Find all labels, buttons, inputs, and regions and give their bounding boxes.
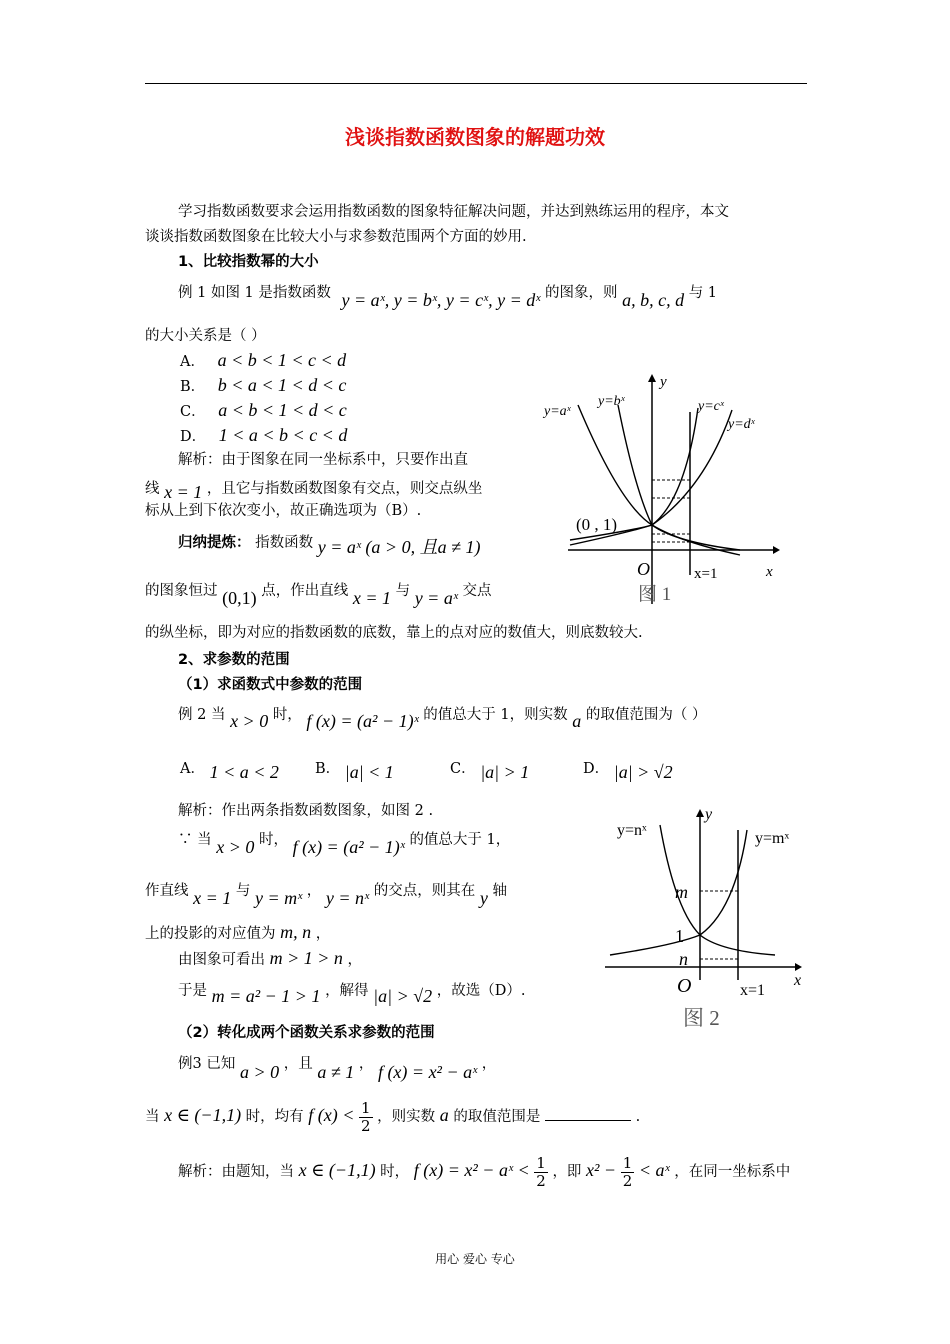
text: 的图象恒过: [145, 583, 218, 599]
ex1-suffix: 与 1: [688, 285, 718, 301]
text: 例3 已知: [178, 1056, 236, 1072]
math: x ∈ (−1,1): [164, 1105, 242, 1125]
summary-line-3: 的纵坐标，即为对应的指数函数的底数，靠上的点对应的数值大，则底数较大.: [145, 625, 643, 641]
summary-line-2: [145, 578, 492, 608]
fraction-denominator: 2: [361, 1116, 371, 1135]
ex1-mid: 的图象，则: [544, 285, 618, 301]
label-x-equals-1: x=1: [694, 566, 718, 582]
fraction-one-half: [359, 1100, 373, 1134]
text: ，解得: [325, 983, 369, 999]
math: (0,1): [222, 588, 257, 608]
math: y = aˣ: [414, 588, 458, 608]
ex1-functions: y = aˣ, y = bˣ, y = cˣ, y = dˣ: [341, 290, 541, 310]
ex1-analysis-1: 解析：由于图象在同一坐标系中，只要作出直: [178, 452, 468, 468]
ex1-option-d: [180, 424, 347, 447]
section1-heading: 1、比较指数幂的大小: [178, 254, 319, 270]
header-rule: [145, 83, 807, 84]
label-y-d-x: y=dˣ: [728, 417, 755, 432]
math: m, n: [280, 922, 312, 942]
option-label: D．: [180, 429, 207, 445]
math: < aˣ: [638, 1160, 670, 1180]
option-label: C．: [450, 761, 476, 777]
math: y = mˣ: [254, 888, 303, 908]
text: 与: [395, 583, 411, 599]
figure-2-caption: 图 2: [683, 1006, 720, 1030]
text: 指数函数: [255, 535, 314, 551]
label-y-b-x: y=bˣ: [598, 394, 625, 409]
x-axis-arrow: [795, 963, 802, 971]
text: ，即: [552, 1164, 582, 1180]
ex2-analysis-2: [178, 827, 511, 857]
label-x: x: [766, 564, 773, 580]
text: 的取值范围是: [453, 1109, 541, 1125]
math: f (x) = (a² − 1)ˣ: [306, 711, 419, 731]
text: 例 2 当: [178, 707, 226, 723]
label-y-c-x: y=cˣ: [698, 399, 724, 414]
ex2-option-b: [315, 756, 394, 782]
math: x = 1: [164, 482, 203, 502]
label-y: y: [705, 806, 713, 823]
math: |a| > √2: [373, 986, 433, 1006]
fraction-one-half: [534, 1155, 548, 1189]
fraction-numerator: 1: [622, 1154, 633, 1172]
math: x = 1: [352, 588, 391, 608]
option-label: C．: [180, 404, 206, 420]
ex1-option-a: [180, 349, 346, 372]
text: ，: [347, 952, 363, 968]
figure-1-caption: 图 1: [638, 584, 672, 605]
math: m = a² − 1 > 1: [211, 986, 321, 1006]
text: ，故选（D）.: [436, 983, 526, 999]
label-origin: O: [637, 559, 650, 579]
example3-line-1: [178, 1051, 497, 1082]
text: 时，: [258, 832, 288, 848]
math: x ∈ (−1,1): [298, 1160, 376, 1180]
text: 交点: [462, 583, 492, 599]
section2-sub1: （1）求函数式中参数的范围: [178, 677, 363, 693]
ex2-analysis-6: [178, 978, 526, 1006]
ex1-analysis-2: [145, 476, 483, 502]
math: a ≠ 1: [317, 1062, 355, 1082]
math: x² −: [586, 1160, 617, 1180]
summary-line-1: [178, 530, 481, 557]
option-value: 1 < a < 2: [209, 762, 279, 782]
math: m > 1 > n: [269, 948, 343, 968]
text: 与: [235, 883, 251, 899]
example3-line-2: [145, 1100, 640, 1134]
math: y = nˣ: [325, 888, 370, 908]
option-value: b < a < 1 < d < c: [217, 375, 347, 395]
intro-line-2: 谈谈指数函数图象在比较大小与求参数范围两个方面的妙用.: [145, 229, 527, 245]
page-title: 浅谈指数函数图象的解题功效: [345, 125, 605, 149]
text: ，且它与指数函数图象有交点，则交点纵坐: [206, 481, 483, 497]
text: 线: [145, 481, 160, 497]
label-one: 1: [675, 926, 684, 946]
option-value: |a| > 1: [480, 762, 530, 782]
ex1-analysis-3: 标从上到下依次变小，故正确选项为（B）.: [145, 503, 422, 519]
math: f (x) <: [308, 1105, 355, 1125]
label-n: n: [679, 949, 688, 969]
example1-line-1: [178, 280, 718, 310]
option-label: A．: [180, 354, 205, 370]
text: 上的投影的对应值为: [145, 926, 276, 942]
label-x: x: [794, 972, 802, 989]
text: 的值总大于 1，则实数: [423, 707, 568, 723]
ex2-analysis-3: [145, 878, 507, 908]
y-axis-arrow: [696, 809, 704, 817]
text: 于是: [178, 983, 207, 999]
option-value: a < b < 1 < d < c: [218, 400, 347, 420]
option-label: A．: [180, 761, 205, 777]
label-y-m-x: y=mˣ: [755, 830, 790, 847]
ex1-prefix: 例 1 如图 1 是指数函数: [178, 285, 331, 301]
text: ，: [315, 926, 331, 942]
ex2-option-a: [180, 756, 279, 782]
intro-line-1: 学习指数函数要求会运用指数函数的图象特征解决问题，并达到熟练运用的程序，本文: [178, 204, 729, 220]
figure-2: [605, 795, 810, 1035]
text: 时，: [380, 1164, 410, 1180]
text: ，: [358, 1056, 374, 1072]
label-y: y: [660, 374, 667, 390]
text: 点，作出直线: [261, 583, 349, 599]
math: y: [479, 888, 488, 908]
text: ，在同一坐标系中: [674, 1164, 791, 1180]
text: 时，均有: [245, 1109, 304, 1125]
answer-blank: [545, 1120, 631, 1121]
text: 作直线: [145, 883, 189, 899]
math: a: [572, 711, 582, 731]
ex3-analysis-line: [178, 1155, 790, 1189]
x-axis-arrow: [773, 546, 780, 554]
option-label: B．: [315, 761, 341, 777]
math: a: [439, 1105, 449, 1125]
label-y-n-x: y=nˣ: [617, 822, 647, 839]
option-label: D．: [583, 761, 610, 777]
text: 的取值范围为（ ）: [585, 707, 707, 723]
option-value: a < b < 1 < c < d: [217, 350, 347, 370]
math: f (x) = x² − aˣ <: [413, 1160, 530, 1180]
page-footer: 用心 爱心 专心: [435, 1252, 515, 1266]
fraction-denominator: 2: [536, 1171, 546, 1190]
fraction-numerator: 1: [536, 1154, 546, 1172]
ex2-analysis-4: [145, 921, 330, 944]
option-label: B．: [180, 379, 206, 395]
section2-sub2: （2）转化成两个函数关系求参数的范围: [178, 1025, 435, 1041]
label-m: m: [675, 882, 688, 902]
y-axis-arrow: [648, 374, 656, 382]
label-y-a-x: y=aˣ: [544, 404, 571, 419]
text: ，: [306, 883, 322, 899]
text: 轴: [492, 883, 507, 899]
ex1-option-b: [180, 374, 346, 397]
label-origin: O: [677, 975, 692, 997]
math: f (x) = (a² − 1)ˣ: [292, 837, 405, 857]
ex1-option-c: [180, 399, 347, 422]
text: 时，: [272, 707, 302, 723]
math: x = 1: [193, 888, 232, 908]
text: 的交点，则其在: [373, 883, 476, 899]
option-value: |a| > √2: [613, 762, 673, 782]
math: a > 0: [239, 1062, 280, 1082]
section2-heading: 2、求参数的范围: [178, 652, 290, 668]
example2-line: [178, 702, 707, 731]
summary-label: 归纳提炼：: [178, 535, 251, 551]
figure-1: [540, 370, 780, 610]
text: ，且: [283, 1056, 313, 1072]
text: 由图象可看出: [178, 952, 265, 968]
option-value: 1 < a < b < c < d: [218, 425, 348, 445]
math: f (x) = x² − aˣ: [377, 1062, 478, 1082]
fraction-numerator: 1: [361, 1099, 371, 1117]
math: x > 0: [216, 837, 255, 857]
ex1-variables: a, b, c, d: [622, 290, 685, 310]
example1-line-2: 的大小关系是（ ）: [145, 328, 266, 344]
text: .: [635, 1109, 641, 1125]
text: 的值总大于 1，: [409, 832, 511, 848]
text: 解析：由题知，当: [178, 1164, 294, 1180]
text: 当: [145, 1109, 160, 1125]
text: ，则实数: [377, 1109, 436, 1125]
label-x-equals-1: x=1: [740, 982, 766, 999]
text: ∵ 当: [178, 832, 212, 848]
option-value: |a| < 1: [344, 762, 394, 782]
ex2-analysis-1: 解析：作出两条指数函数图象，如图 2 .: [178, 803, 434, 819]
label-point-0-1: (0 , 1): [576, 515, 618, 534]
ex2-option-c: [450, 756, 530, 782]
math: y = aˣ (a > 0, 且a ≠ 1): [317, 537, 481, 557]
ex2-analysis-5: [178, 947, 362, 970]
fraction-denominator: 2: [622, 1171, 633, 1190]
fraction-one-half: [621, 1155, 635, 1189]
text: ，: [481, 1056, 497, 1072]
ex2-option-d: [583, 756, 673, 782]
math: x > 0: [230, 711, 269, 731]
